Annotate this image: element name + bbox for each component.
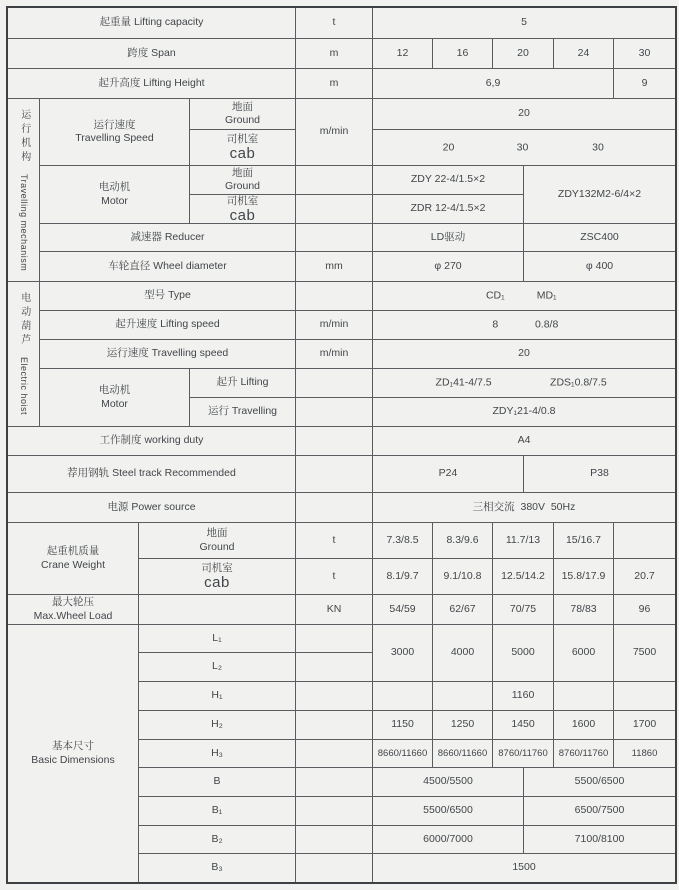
value-speed-ground: 20 (373, 99, 675, 129)
label-hoist-type: 型号 Type (40, 282, 295, 310)
value-dim-H1-1 (373, 682, 432, 710)
unit-dim-H3-empty (296, 740, 372, 767)
value-dim-B3: 1500 (373, 854, 675, 882)
value-hoist-lifting-speed-b: 0.8/8 (534, 318, 559, 331)
value-dim-H1-3: 1160 (493, 682, 553, 710)
unit-motor-cab-empty (296, 195, 372, 223)
row-label-capacity: 起重量 Lifting capacity (8, 8, 295, 38)
value-dim-B2-right: 7100/8100 (524, 826, 675, 853)
unit-steel-track-empty (296, 456, 372, 492)
value-span-20: 20 (493, 39, 553, 68)
row-label-working-duty: 工作制度 working duty (8, 427, 295, 455)
unit-dim-B-empty (296, 768, 372, 796)
sublabel-weight-cab (139, 559, 295, 594)
unit-dim-B2-empty (296, 826, 372, 853)
sublabel-dim-B: B (139, 768, 295, 796)
value-reducer-right: ZSC400 (524, 224, 675, 251)
label-travelling-motor (40, 166, 189, 223)
unit-weight-cab: t (296, 559, 372, 594)
spec-table (6, 6, 677, 884)
value-weight-ground-1: 7.3/8.5 (373, 523, 432, 558)
sublabel-hoist-motor-travelling: 运行 Travelling (190, 398, 295, 426)
value-speed-cab-row (373, 130, 675, 165)
value-weight-cab-3: 12.5/14.2 (493, 559, 553, 594)
value-hoist-motor-lifting (373, 369, 675, 397)
unit-dim-B1-empty (296, 797, 372, 825)
value-dim-H2-1: 1150 (373, 711, 432, 739)
value-max-wheel-1: 54/59 (373, 595, 432, 624)
sublabel-speed-cab (190, 130, 295, 165)
sublabel-motor-ground-en: Ground (224, 180, 261, 192)
value-hoist-lifting-speed (373, 311, 675, 339)
label-basic-dimensions-en: Basic Dimensions (31, 753, 115, 766)
group-label-hoist-cn: 电动葫芦 (18, 292, 30, 349)
sublabel-dim-L1: L₁ (139, 625, 295, 652)
label-hoist-motor-cn: 电动机 (98, 384, 131, 397)
sublabel-hoist-motor-lifting: 起升 Lifting (190, 369, 295, 397)
sublabel-dim-B1: B₁ (139, 797, 295, 825)
value-dim-B2-left: 6000/7000 (373, 826, 523, 853)
group-label-travelling-cn: 运行机构 (18, 108, 30, 165)
label-hoist-motor-en: Motor (101, 397, 128, 410)
sublabel-speed-cab-en: cab (229, 145, 256, 163)
group-label-hoist-en: Electric hoist (19, 357, 30, 416)
value-dim-H3-1: 8660/11660 (373, 740, 432, 767)
value-working-duty: A4 (373, 427, 675, 455)
value-speed-cab-3: 30 (592, 140, 604, 153)
sublabel-speed-ground-cn: 地面 (232, 100, 253, 113)
unit-hoist-motor-travelling-empty (296, 398, 372, 426)
label-crane-weight (8, 523, 138, 594)
value-dim-H1-5 (614, 682, 675, 710)
value-max-wheel-4: 78/83 (554, 595, 613, 624)
value-span-30: 30 (614, 39, 675, 68)
group-label-travelling-mechanism (8, 99, 39, 281)
sublabel-motor-cab (190, 195, 295, 223)
value-dim-H3-5: 11860 (614, 740, 675, 767)
label-max-wheel-en: Max.Wheel Load (33, 609, 113, 622)
value-dim-H2-3: 1450 (493, 711, 553, 739)
value-weight-ground-5 (614, 523, 675, 558)
sublabel-dim-H1: H₁ (139, 682, 295, 710)
unit-hoist-travelling-speed: m/min (296, 340, 372, 368)
value-weight-ground-2: 8.3/9.6 (433, 523, 492, 558)
unit-dim-H2-empty (296, 711, 372, 739)
unit-hoist-lifting-speed: m/min (296, 311, 372, 339)
unit-travelling-speed: m/min (296, 99, 372, 165)
unit-wheel-diameter: mm (296, 252, 372, 281)
unit-dim-L2-empty (296, 653, 372, 681)
unit-weight-ground: t (296, 523, 372, 558)
sublabel-motor-ground-cn: 地面 (232, 166, 253, 179)
unit-dim-L1-empty (296, 625, 372, 652)
value-dim-H1-4 (554, 682, 613, 710)
sublabel-dim-L2: L₂ (139, 653, 295, 681)
label-max-wheel-load (8, 595, 138, 624)
label-hoist-lifting-speed: 起升速度 Lifting speed (40, 311, 295, 339)
value-max-wheel-2: 62/67 (433, 595, 492, 624)
sublabel-dim-B2: B₂ (139, 826, 295, 853)
value-max-wheel-3: 70/75 (493, 595, 553, 624)
unit-lift-height: m (296, 69, 372, 98)
unit-reducer-empty (296, 224, 372, 251)
sublabel-motor-ground (190, 166, 295, 194)
sublabel-motor-cab-cn: 司机室 (226, 195, 259, 207)
sublabel-motor-cab-en: cab (229, 206, 256, 223)
value-dim-B-right: 5500/6500 (524, 768, 675, 796)
label-hoist-travelling-speed: 运行速度 Travelling speed (40, 340, 295, 368)
value-hoist-type-b: MD₁ (536, 289, 557, 302)
value-dim-L-3: 5000 (493, 625, 553, 681)
value-hoist-motor-lifting-a: ZD₁41-4/7.5 (435, 376, 492, 389)
value-span-16: 16 (433, 39, 492, 68)
row-label-lift-height: 起升高度 Lifting Height (8, 69, 295, 98)
sublabel-dim-H2: H₂ (139, 711, 295, 739)
value-dim-B1-right: 6500/7500 (524, 797, 675, 825)
sublabel-speed-ground (190, 99, 295, 129)
value-span-12: 12 (373, 39, 432, 68)
value-hoist-lifting-speed-a: 8 (492, 318, 499, 331)
value-dim-H3-3: 8760/11760 (493, 740, 553, 767)
row-label-steel-track: 荐用钢轨 Steel track Recommended (8, 456, 295, 492)
value-dim-H3-4: 8760/11760 (554, 740, 613, 767)
label-travelling-speed-en: Travelling Speed (75, 132, 154, 144)
value-steel-track-left: P24 (373, 456, 523, 492)
unit-working-duty-empty (296, 427, 372, 455)
value-dim-B1-left: 5500/6500 (373, 797, 523, 825)
sublabel-weight-ground (139, 523, 295, 558)
value-speed-cab-2: 30 (516, 140, 529, 153)
value-hoist-type (373, 282, 675, 310)
label-travelling-speed (40, 99, 189, 165)
unit-hoist-motor-lifting-empty (296, 369, 372, 397)
label-crane-weight-cn: 起重机质量 (46, 545, 100, 558)
value-hoist-travelling-speed: 20 (373, 340, 675, 368)
group-label-travelling-en: Travelling mechanism (19, 173, 30, 272)
sublabel-dim-H3: H₃ (139, 740, 295, 767)
label-travelling-motor-cn: 电动机 (98, 181, 131, 194)
unit-capacity: t (296, 8, 372, 38)
sublabel-dim-B3: B₃ (139, 854, 295, 882)
label-travelling-speed-cn: 运行速度 (93, 118, 136, 131)
label-basic-dimensions-cn: 基本尺寸 (52, 740, 94, 753)
value-lift-height-last: 9 (614, 69, 675, 98)
value-max-wheel-5: 96 (614, 595, 675, 624)
value-motor-right: ZDY132M2-6/4×2 (524, 166, 675, 223)
label-travelling-motor-en: Motor (101, 194, 128, 207)
value-weight-cab-2: 9.1/10.8 (433, 559, 492, 594)
value-weight-cab-1: 8.1/9.7 (373, 559, 432, 594)
group-label-electric-hoist (8, 282, 39, 426)
value-lift-height-main: 6,9 (373, 69, 613, 98)
value-motor-ground: ZDY 22-4/1.5×2 (373, 166, 523, 194)
label-hoist-motor (40, 369, 189, 426)
sublabel-weight-ground-cn: 地面 (206, 527, 228, 540)
row-label-span: 跨度 Span (8, 39, 295, 68)
value-speed-cab-1: 20 (442, 140, 455, 153)
unit-motor-ground-empty (296, 166, 372, 194)
value-weight-ground-4: 15/16.7 (554, 523, 613, 558)
value-reducer-left: LD驱动 (373, 224, 523, 251)
value-motor-cab: ZDR 12-4/1.5×2 (373, 195, 523, 223)
value-dim-H2-5: 1700 (614, 711, 675, 739)
unit-max-wheel: KN (296, 595, 372, 624)
value-dim-H2-4: 1600 (554, 711, 613, 739)
unit-power-source-empty (296, 493, 372, 522)
value-wheel-left: φ 270 (373, 252, 523, 281)
label-reducer: 减速器 Reducer (40, 224, 295, 251)
sublabel-speed-ground-en: Ground (224, 114, 261, 126)
label-wheel-diameter: 车轮直径 Wheel diameter (40, 252, 295, 281)
value-dim-L-5: 7500 (614, 625, 675, 681)
value-dim-L-2: 4000 (433, 625, 492, 681)
value-hoist-type-a: CD₁ (485, 289, 505, 302)
unit-span: m (296, 39, 372, 68)
unit-hoist-type-empty (296, 282, 372, 310)
value-capacity: 5 (373, 8, 675, 38)
value-weight-cab-5: 20.7 (614, 559, 675, 594)
label-crane-weight-en: Crane Weight (40, 558, 105, 571)
label-max-wheel-cn: 最大轮压 (52, 596, 94, 609)
label-basic-dimensions (8, 625, 138, 882)
sublabel-weight-cab-en: cab (204, 574, 230, 592)
unit-dim-B3-empty (296, 854, 372, 882)
value-wheel-right: φ 400 (524, 252, 675, 281)
value-dim-H1-2 (433, 682, 492, 710)
value-hoist-motor-travelling: ZDY₁21-4/0.8 (373, 398, 675, 426)
value-dim-L-1: 3000 (373, 625, 432, 681)
value-span-24: 24 (554, 39, 613, 68)
row-label-power-source: 电源 Power source (8, 493, 295, 522)
sublabel-weight-ground-en: Ground (199, 540, 235, 553)
value-dim-B-left: 4500/5500 (373, 768, 523, 796)
value-dim-L-4: 6000 (554, 625, 613, 681)
unit-dim-H1-empty (296, 682, 372, 710)
sublabel-speed-cab-cn: 司机室 (226, 133, 259, 146)
value-power-source: 三相交流 380V 50Hz (373, 493, 675, 522)
sublabel-max-wheel-empty (139, 595, 295, 624)
value-steel-track-right: P38 (524, 456, 675, 492)
value-hoist-motor-lifting-b: ZDS₁0.8/7.5 (550, 376, 607, 389)
sublabel-weight-cab-cn: 司机室 (201, 562, 233, 575)
value-weight-cab-4: 15.8/17.9 (554, 559, 613, 594)
value-dim-H3-2: 8660/11660 (433, 740, 492, 767)
value-weight-ground-3: 11.7/13 (493, 523, 553, 558)
value-dim-H2-2: 1250 (433, 711, 492, 739)
